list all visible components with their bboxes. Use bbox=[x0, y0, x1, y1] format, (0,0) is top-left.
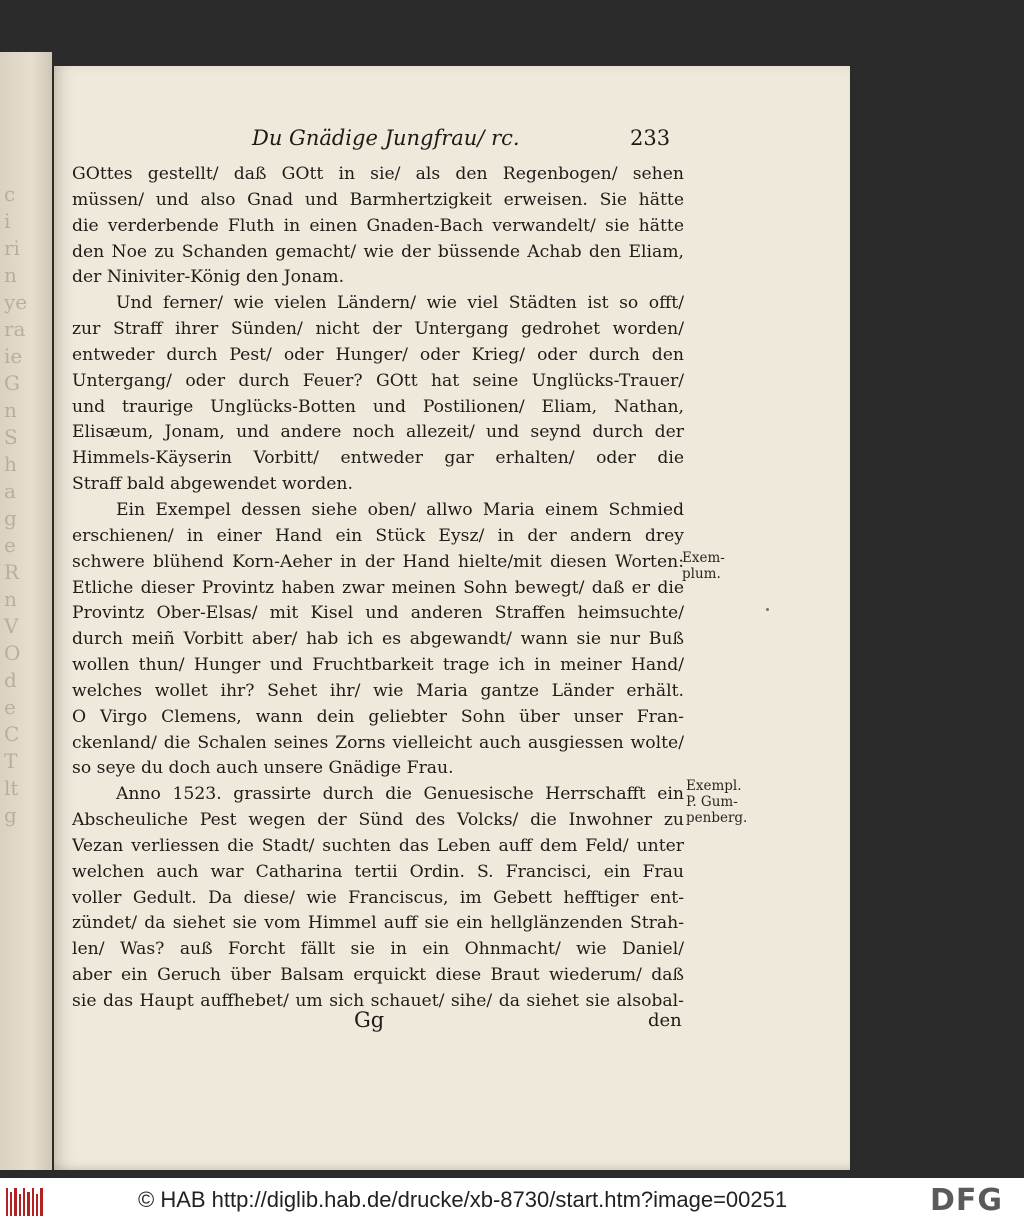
dfg-logo: DFG bbox=[930, 1183, 1004, 1218]
text-line: Anno 1523. grassirte durch die Genuesische Herrschafft ein bbox=[116, 784, 684, 805]
facing-page-ghost-text: G bbox=[4, 371, 20, 395]
text-line: aber ein Geruch über Balsam erquickt diese Braut wiederum/ daß bbox=[72, 965, 684, 986]
text-line: voller Gedult. Da diese/ wie Franciscus, im Gebett hefftiger ent- bbox=[72, 887, 684, 908]
facing-page-ghost-text: n bbox=[4, 398, 17, 422]
text-line: den Noe zu Schanden gemacht/ wie der büssende Achab den Eliam, bbox=[72, 241, 684, 262]
facing-page-ghost-text: ie bbox=[4, 344, 23, 368]
text-line: wollen thun/ Hunger und Fruchtbarkeit trage ich in meiner Hand/ bbox=[72, 655, 684, 676]
text-line: Elisæum, Jonam, und andere noch allezeit/ und seynd durch der bbox=[72, 422, 684, 443]
margin-note-line: P. Gum- bbox=[686, 794, 738, 810]
text-line: sie das Haupt auffhebet/ um sich schauet/ sihe/ da siehet sie alsobal- bbox=[72, 991, 684, 1011]
paper-speck bbox=[766, 608, 769, 611]
facing-page-ghost-text: e bbox=[4, 533, 16, 557]
facing-page-ghost-text: T bbox=[4, 749, 18, 773]
running-head bbox=[54, 126, 850, 156]
signature-row bbox=[54, 1008, 850, 1038]
text-line: schwere blühend Korn-Aeher in der Hand hielte/mit diesen Worten: bbox=[72, 551, 684, 572]
text-line: Abscheuliche Pest wegen der Sünd des Volcks/ die Inwohner zu bbox=[72, 810, 684, 831]
catchword: den bbox=[648, 1010, 682, 1031]
facing-page-ghost-text: S bbox=[4, 425, 18, 449]
facing-page-ghost-text: R bbox=[4, 560, 20, 584]
barcode-icon bbox=[6, 1188, 46, 1216]
facing-page-ghost-text: lt bbox=[4, 776, 19, 800]
facing-page-ghost-text: e bbox=[4, 695, 16, 719]
text-line: Vezan verliessen die Stadt/ suchten das Leben auff dem Feld/ unter bbox=[72, 835, 684, 856]
text-line: zur Straff ihrer Sünden/ nicht der Untergang gedrohet worden/ bbox=[72, 319, 684, 340]
facing-page-ghost-text: ye bbox=[4, 290, 28, 314]
facing-page-edge bbox=[0, 52, 52, 1170]
facing-page-ghost-text: ri bbox=[4, 236, 20, 260]
text-line: der Niniviter-König den Jonam. bbox=[72, 267, 345, 288]
margin-note-line: plum. bbox=[682, 566, 721, 582]
margin-note-exemplum bbox=[682, 550, 725, 582]
running-title: Du Gnädige Jungfrau/ rc. bbox=[252, 126, 520, 150]
text-line: Straff bald abgewendet worden. bbox=[72, 474, 353, 495]
facing-page-ghost-text: V bbox=[4, 614, 19, 638]
text-line: Und ferner/ wie vielen Ländern/ wie viel Städten ist so offt/ bbox=[116, 293, 684, 314]
text-line: müssen/ und also Gnad und Barmhertzigkeit erweisen. Sie hätte bbox=[72, 189, 684, 210]
text-line: erschienen/ in einer Hand ein Stück Eysz/ in der andern drey bbox=[72, 525, 684, 546]
facing-page-ghost-text: a bbox=[4, 479, 16, 503]
text-line: Himmels-Käyserin Vorbitt/ entweder gar erhalten/ oder die bbox=[72, 448, 684, 469]
text-line: die verderbende Fluth in einen Gnaden-Bach verwandelt/ sie hätte bbox=[72, 215, 684, 236]
text-line: durch meiñ Vorbitt aber/ hab ich es abgewandt/ wann sie nur Buß bbox=[72, 629, 684, 650]
text-line: Etliche dieser Provintz haben zwar meinen Sohn bewegt/ daß er die bbox=[72, 577, 684, 598]
margin-note-line: Exem- bbox=[682, 550, 725, 566]
text-line: ckenland/ die Schalen seines Zorns vielleicht auch ausgiessen wolte/ bbox=[72, 732, 684, 753]
text-line: zündet/ da siehet sie vom Himmel auff sie ein hellglänzenden Strah- bbox=[72, 913, 684, 934]
text-line: und traurige Unglücks-Botten und Postilionen/ Eliam, Nathan, bbox=[72, 396, 684, 417]
facing-page-ghost-text: h bbox=[4, 452, 17, 476]
facing-page-ghost-text: g bbox=[4, 803, 17, 827]
body-text bbox=[72, 162, 684, 1015]
facing-page-ghost-text: n bbox=[4, 263, 17, 287]
text-line: welches wollet ihr? Sehet ihr/ wie Maria gantze Länder erhält. bbox=[72, 680, 684, 701]
facing-page-ghost-text: i bbox=[4, 209, 11, 233]
facing-page-ghost-text: C bbox=[4, 722, 20, 746]
margin-note-line: Exempl. bbox=[686, 778, 742, 794]
facing-page-ghost-text: O bbox=[4, 641, 21, 665]
text-line: len/ Was? auß Forcht fällt sie in ein Ohnmacht/ wie Daniel/ bbox=[72, 939, 684, 960]
facing-page-ghost-text: g bbox=[4, 506, 17, 530]
text-line: Untergang/ oder durch Feuer? GOtt hat seine Unglücks-Trauer/ bbox=[72, 370, 684, 391]
page-number: 233 bbox=[630, 126, 671, 150]
copyright-link[interactable]: © HAB http://diglib.hab.de/drucke/xb-8730/start.htm?image=00251 bbox=[138, 1187, 788, 1212]
signature-mark: Gg bbox=[354, 1008, 385, 1032]
facing-page-ghost-text: n bbox=[4, 587, 17, 611]
text-line: so seye du doch auch unsere Gnädige Frau. bbox=[72, 758, 454, 779]
margin-note-line: penberg. bbox=[686, 810, 748, 826]
book-page bbox=[54, 66, 850, 1170]
text-line: Ein Exempel dessen siehe oben/ allwo Maria einem Schmied bbox=[116, 499, 684, 520]
margin-note-gumpenberg bbox=[686, 778, 747, 826]
facing-page-ghost-text: d bbox=[4, 668, 17, 692]
text-line: welchen auch war Catharina tertii Ordin. S. Francisci, ein Frau bbox=[72, 861, 684, 882]
text-line: entweder durch Pest/ oder Hunger/ oder Krieg/ oder durch den bbox=[72, 344, 684, 365]
text-line: O Virgo Clemens, wann dein geliebter Sohn über unser Fran- bbox=[72, 706, 684, 727]
text-line: Provintz Ober-Elsas/ mit Kisel und anderen Straffen heimsuchte/ bbox=[72, 603, 684, 624]
facing-page-ghost-text: c bbox=[4, 182, 16, 206]
text-line: GOttes gestellt/ daß GOtt in sie/ als den Regenbogen/ sehen bbox=[72, 164, 684, 184]
footer-bar bbox=[0, 1178, 1024, 1223]
facing-page-ghost-text: ra bbox=[4, 317, 26, 341]
